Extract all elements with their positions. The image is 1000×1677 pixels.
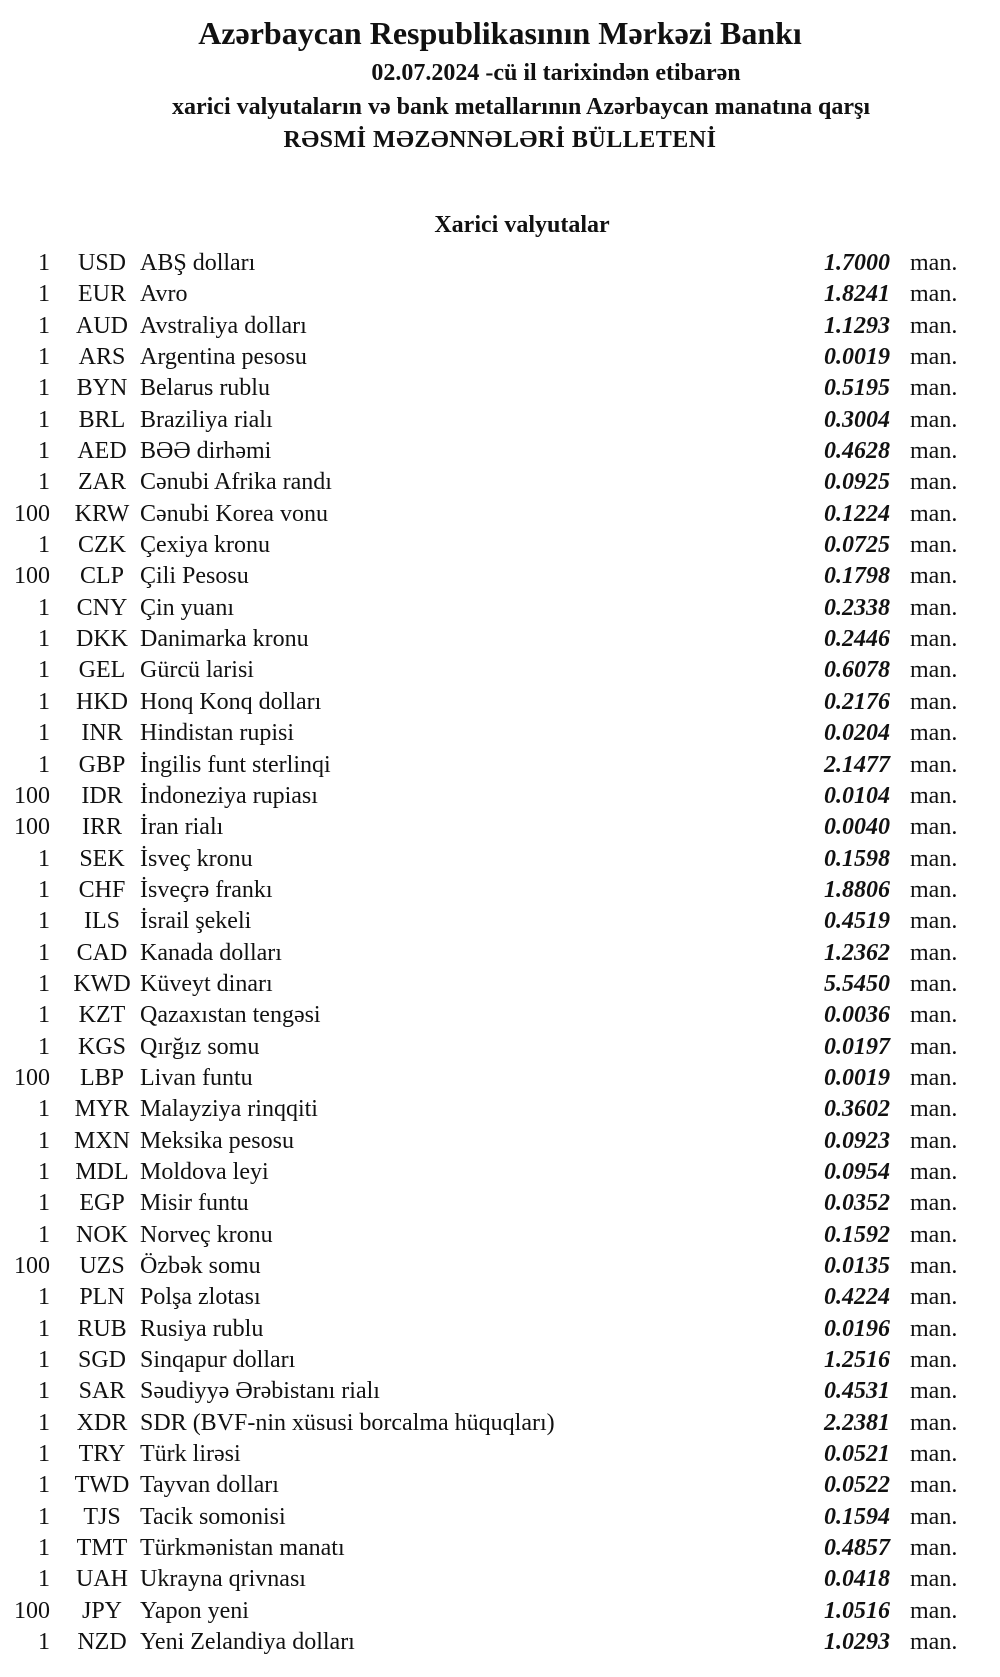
rate-value: 0.5195: [824, 375, 890, 402]
currency-name: Honq Konq dolları: [140, 688, 322, 715]
unit-label: man.: [910, 751, 958, 778]
rate-row: [0, 1502, 1000, 1533]
currency-code: UAH: [76, 1566, 128, 1593]
rate-row: [0, 1282, 1000, 1313]
currency-name: Gürcü larisi: [140, 657, 254, 684]
currency-name: SDR (BVF-nin xüsusi borcalma hüquqları): [140, 1409, 555, 1436]
currency-code: TRY: [78, 1441, 126, 1468]
rate-value: 0.0019: [824, 1064, 890, 1091]
rate-row: [0, 812, 1000, 843]
rate-quantity: 1: [38, 1566, 50, 1593]
unit-label: man.: [910, 1158, 958, 1185]
rate-value: 0.4531: [824, 1378, 890, 1405]
currency-code: GBP: [78, 751, 126, 778]
rate-value: 0.0135: [824, 1253, 890, 1279]
unit-label: man.: [910, 438, 958, 465]
currency-name: Yeni Zelandiya dolları: [140, 1629, 355, 1656]
rate-value: 0.6078: [824, 657, 890, 684]
rate-value: 0.2338: [824, 594, 890, 621]
unit-label: man.: [910, 845, 958, 872]
currency-code: PLN: [79, 1284, 125, 1311]
rate-row: [0, 1596, 1000, 1627]
currency-name: İsrail şekeli: [140, 908, 252, 935]
rate-value: 0.0923: [824, 1127, 890, 1154]
effective-date-line: 02.07.2024 -cü il tarixindən etibarən: [371, 60, 741, 86]
rate-row: [0, 561, 1000, 592]
rate-quantity: 1: [38, 1409, 50, 1436]
unit-label: man.: [910, 1253, 958, 1279]
rate-quantity: 1: [38, 1629, 50, 1656]
rate-row: [0, 875, 1000, 906]
rate-value: 2.2381: [824, 1409, 890, 1436]
rate-row: [0, 467, 1000, 498]
rate-quantity: 1: [38, 1441, 50, 1468]
rate-row: [0, 1000, 1000, 1031]
currency-name: Moldova leyi: [140, 1158, 269, 1185]
unit-label: man.: [910, 406, 958, 433]
rate-value: 0.0925: [824, 469, 890, 496]
rate-value: 0.0352: [824, 1190, 890, 1217]
currency-code: ARS: [78, 344, 126, 371]
bulletin-title: RƏSMİ MƏZƏNNƏLƏRİ BÜLLETENİ: [283, 127, 717, 153]
currency-name: İran rialı: [140, 814, 224, 841]
currency-code: KZT: [78, 1002, 126, 1029]
bank-title: Azərbaycan Respublikasının Mərkəzi Bankı: [198, 15, 802, 51]
rate-quantity: 1: [38, 876, 50, 903]
rate-quantity: 1: [38, 281, 50, 308]
currency-name: Səudiyyə Ərəbistanı rialı: [140, 1378, 380, 1405]
rate-row: [0, 436, 1000, 467]
unit-label: man.: [910, 312, 958, 339]
rate-quantity: 1: [38, 1378, 50, 1405]
rate-value: 1.7000: [824, 250, 890, 276]
unit-label: man.: [910, 1284, 958, 1311]
rate-value: 0.0019: [824, 344, 890, 371]
unit-label: man.: [910, 814, 958, 841]
currency-code: IDR: [81, 782, 123, 809]
rate-row: [0, 1126, 1000, 1157]
unit-label: man.: [910, 1096, 958, 1123]
currency-code: KWD: [73, 970, 131, 997]
rate-value: 0.2446: [824, 626, 890, 653]
rate-value: 0.0521: [824, 1441, 890, 1468]
currency-name: Çin yuanı: [140, 594, 234, 621]
rate-row: [0, 405, 1000, 436]
rates-table: [0, 248, 1000, 1658]
rate-quantity: 1: [38, 1221, 50, 1248]
currency-name: Tayvan dolları: [140, 1472, 279, 1499]
unit-label: man.: [910, 626, 958, 653]
currency-code: KGS: [77, 1033, 126, 1060]
rate-row: [0, 248, 1000, 279]
unit-label: man.: [910, 563, 958, 590]
rate-row: [0, 1376, 1000, 1407]
unit-label: man.: [910, 250, 958, 276]
rate-value: 1.2516: [824, 1347, 890, 1374]
rate-quantity: 1: [38, 908, 50, 935]
currency-code: MXN: [73, 1127, 130, 1154]
rate-row: [0, 718, 1000, 749]
unit-label: man.: [910, 1597, 958, 1624]
currency-code: XDR: [76, 1409, 128, 1436]
currency-name: Misir funtu: [140, 1190, 249, 1217]
rate-row: [0, 311, 1000, 342]
currency-name: Özbək somu: [140, 1253, 261, 1279]
currency-code: JPY: [81, 1597, 123, 1624]
rate-row: [0, 1032, 1000, 1063]
currency-code: AED: [77, 438, 127, 465]
rate-row: [0, 499, 1000, 530]
currency-name: Norveç kronu: [140, 1221, 273, 1248]
currency-name: Türkmənistan manatı: [140, 1535, 345, 1562]
currency-name: Polşa zlotası: [140, 1284, 261, 1311]
rate-quantity: 100: [14, 814, 50, 841]
currency-code: SAR: [78, 1378, 126, 1405]
unit-label: man.: [910, 532, 958, 559]
rate-value: 0.0204: [824, 720, 890, 747]
currency-code: MDL: [75, 1158, 129, 1185]
currency-code: CAD: [76, 939, 128, 966]
rate-row: [0, 530, 1000, 561]
rate-value: 1.2362: [824, 939, 890, 966]
rate-value: 0.0040: [824, 814, 890, 841]
rate-value: 0.3602: [824, 1096, 890, 1123]
unit-label: man.: [910, 1190, 958, 1217]
currency-name: Livan funtu: [140, 1064, 253, 1091]
rate-value: 5.5450: [824, 970, 890, 997]
rate-value: 0.4224: [824, 1284, 890, 1311]
rate-quantity: 1: [38, 1315, 50, 1342]
currency-name: Yapon yeni: [140, 1597, 249, 1624]
rate-quantity: 1: [38, 344, 50, 371]
rate-row: [0, 1439, 1000, 1470]
currency-name: Avstraliya dolları: [140, 312, 307, 339]
currency-code: NOK: [76, 1221, 128, 1248]
rate-value: 0.0196: [824, 1315, 890, 1342]
currency-code: CLP: [79, 563, 124, 590]
currency-name: Türk lirəsi: [140, 1441, 241, 1468]
rate-quantity: 1: [38, 939, 50, 966]
rate-quantity: 1: [38, 845, 50, 872]
section-title-foreign-currencies: Xarici valyutalar: [434, 212, 610, 238]
rate-quantity: 1: [38, 970, 50, 997]
unit-label: man.: [910, 1033, 958, 1060]
rate-value: 1.1293: [824, 312, 890, 339]
unit-label: man.: [910, 469, 958, 496]
rate-value: 1.0293: [824, 1629, 890, 1656]
rate-quantity: 1: [38, 1127, 50, 1154]
rate-value: 0.0036: [824, 1002, 890, 1029]
currency-name: Cənubi Korea vonu: [140, 500, 328, 527]
currency-code: BYN: [76, 375, 128, 402]
rate-quantity: 1: [38, 1002, 50, 1029]
currency-code: AUD: [76, 312, 128, 339]
currency-name: Hindistan rupisi: [140, 720, 294, 747]
currency-name: Argentina pesosu: [140, 344, 307, 371]
rate-quantity: 1: [38, 626, 50, 653]
rate-quantity: 1: [38, 312, 50, 339]
rate-value: 0.4519: [824, 908, 890, 935]
rate-quantity: 1: [38, 375, 50, 402]
currency-code: INR: [81, 720, 123, 747]
rate-quantity: 1: [38, 688, 50, 715]
rate-value: 0.0104: [824, 782, 890, 809]
currency-name: Danimarka kronu: [140, 626, 309, 653]
currency-code: RUB: [77, 1315, 127, 1342]
rate-row: [0, 373, 1000, 404]
rate-value: 1.8241: [824, 281, 890, 308]
unit-label: man.: [910, 782, 958, 809]
rate-row: [0, 655, 1000, 686]
rate-row: [0, 781, 1000, 812]
rate-row: [0, 1345, 1000, 1376]
currency-name: Malayziya rinqqiti: [140, 1096, 318, 1123]
unit-label: man.: [910, 720, 958, 747]
currency-name: İsveçrə frankı: [140, 876, 273, 903]
rate-quantity: 1: [38, 1503, 50, 1530]
rate-row: [0, 969, 1000, 1000]
rate-row: [0, 1157, 1000, 1188]
currency-code: IRR: [81, 814, 122, 841]
currency-code: TMT: [76, 1535, 128, 1562]
rate-quantity: 100: [14, 1253, 50, 1279]
rate-value: 0.4628: [824, 438, 890, 465]
currency-code: MYR: [74, 1096, 130, 1123]
currency-name: Meksika pesosu: [140, 1127, 294, 1154]
currency-name: Sinqapur dolları: [140, 1347, 296, 1374]
rate-quantity: 100: [14, 782, 50, 809]
rate-value: 0.3004: [824, 406, 890, 433]
rate-quantity: 1: [38, 1535, 50, 1562]
currency-name: Çexiya kronu: [140, 532, 270, 559]
unit-label: man.: [910, 970, 958, 997]
rate-value: 0.0522: [824, 1472, 890, 1499]
rate-row: [0, 624, 1000, 655]
rate-row: [0, 1188, 1000, 1219]
currency-name: Cənubi Afrika randı: [140, 469, 332, 496]
rate-quantity: 1: [38, 406, 50, 433]
unit-label: man.: [910, 1378, 958, 1405]
rate-quantity: 1: [38, 1096, 50, 1123]
rate-row: [0, 1251, 1000, 1282]
rate-row: [0, 1408, 1000, 1439]
currency-name: Ukrayna qrivnası: [140, 1566, 306, 1593]
rate-value: 0.1594: [824, 1503, 890, 1530]
unit-label: man.: [910, 688, 958, 715]
currency-code: SGD: [77, 1347, 126, 1374]
subject-line: xarici valyutaların və bank metallarının Azərbaycan manatına qarşı: [171, 94, 870, 120]
rate-row: [0, 750, 1000, 781]
rate-value: 0.4857: [824, 1535, 890, 1562]
rate-row: [0, 844, 1000, 875]
unit-label: man.: [910, 1441, 958, 1468]
rate-value: 1.0516: [824, 1597, 890, 1624]
rate-row: [0, 593, 1000, 624]
unit-label: man.: [910, 1566, 958, 1593]
currency-code: EUR: [78, 281, 126, 308]
currency-name: Tacik somonisi: [140, 1503, 286, 1530]
currency-name: Küveyt dinarı: [140, 970, 273, 997]
rate-value: 0.0725: [824, 532, 890, 559]
rate-quantity: 1: [38, 250, 50, 276]
currency-name: İndoneziya rupiası: [140, 782, 318, 809]
currency-code: GEL: [78, 657, 126, 684]
rate-quantity: 1: [38, 1190, 50, 1217]
rate-quantity: 1: [38, 532, 50, 559]
rate-quantity: 1: [38, 720, 50, 747]
rate-row: [0, 1564, 1000, 1595]
unit-label: man.: [910, 1503, 958, 1530]
unit-label: man.: [910, 908, 958, 935]
rate-value: 0.1224: [824, 500, 890, 527]
rate-row: [0, 1470, 1000, 1501]
rate-row: [0, 279, 1000, 310]
unit-label: man.: [910, 1409, 958, 1436]
rate-row: [0, 906, 1000, 937]
rate-quantity: 1: [38, 657, 50, 684]
rate-quantity: 1: [38, 594, 50, 621]
rate-row: [0, 938, 1000, 969]
rate-quantity: 1: [38, 1347, 50, 1374]
rate-value: 2.1477: [824, 751, 890, 778]
currency-code: CZK: [78, 532, 126, 559]
currency-name: Braziliya rialı: [140, 406, 273, 433]
unit-label: man.: [910, 1347, 958, 1374]
unit-label: man.: [910, 375, 958, 402]
rate-row: [0, 1314, 1000, 1345]
currency-name: Qazaxıstan tengəsi: [140, 1002, 321, 1029]
currency-name: Çili Pesosu: [140, 563, 249, 590]
rate-quantity: 1: [38, 1158, 50, 1185]
rate-quantity: 1: [38, 438, 50, 465]
rate-row: [0, 687, 1000, 718]
currency-name: Rusiya rublu: [140, 1315, 264, 1342]
unit-label: man.: [910, 500, 958, 527]
currency-code: ZAR: [78, 469, 126, 496]
currency-name: Belarus rublu: [140, 375, 270, 402]
currency-code: BRL: [78, 406, 126, 433]
rate-row: [0, 1220, 1000, 1251]
unit-label: man.: [910, 657, 958, 684]
currency-code: LBP: [79, 1064, 124, 1091]
rate-row: [0, 1063, 1000, 1094]
rate-quantity: 1: [38, 1284, 50, 1311]
rate-quantity: 1: [38, 1472, 50, 1499]
currency-code: HKD: [76, 688, 128, 715]
rate-quantity: 100: [14, 500, 50, 527]
bulletin-page: [0, 14, 1000, 1677]
rate-quantity: 1: [38, 1033, 50, 1060]
currency-name: Avro: [140, 281, 188, 308]
currency-code: CHF: [78, 876, 126, 903]
rate-value: 0.0418: [824, 1566, 890, 1593]
unit-label: man.: [910, 1127, 958, 1154]
rate-value: 0.0954: [824, 1158, 890, 1185]
unit-label: man.: [910, 939, 958, 966]
rate-value: 0.2176: [824, 688, 890, 715]
unit-label: man.: [910, 1315, 958, 1342]
rate-value: 0.0197: [824, 1033, 890, 1060]
unit-label: man.: [910, 1472, 958, 1499]
currency-code: EGP: [79, 1190, 125, 1217]
rate-value: 0.1598: [824, 845, 890, 872]
rate-quantity: 100: [14, 1597, 50, 1624]
unit-label: man.: [910, 594, 958, 621]
rate-row: [0, 1627, 1000, 1658]
currency-code: ILS: [84, 908, 120, 935]
currency-name: İsveç kronu: [140, 845, 253, 872]
rate-value: 0.1592: [824, 1221, 890, 1248]
unit-label: man.: [910, 876, 958, 903]
currency-name: ABŞ dolları: [140, 250, 256, 276]
currency-name: Qırğız somu: [140, 1033, 260, 1060]
currency-code: TJS: [83, 1503, 121, 1530]
rate-value: 1.8806: [824, 876, 890, 903]
currency-code: UZS: [79, 1253, 125, 1279]
rate-row: [0, 1094, 1000, 1125]
rate-row: [0, 342, 1000, 373]
currency-code: SEK: [79, 845, 125, 872]
currency-code: NZD: [77, 1629, 127, 1656]
unit-label: man.: [910, 1221, 958, 1248]
currency-code: KRW: [74, 500, 130, 527]
rate-quantity: 100: [14, 1064, 50, 1091]
currency-code: DKK: [76, 626, 128, 653]
rate-quantity: 1: [38, 751, 50, 778]
currency-name: BƏƏ dirhəmi: [140, 438, 272, 465]
unit-label: man.: [910, 1064, 958, 1091]
currency-name: İngilis funt sterlinqi: [140, 751, 331, 778]
currency-code: USD: [77, 250, 126, 276]
unit-label: man.: [910, 1002, 958, 1029]
rate-quantity: 1: [38, 469, 50, 496]
unit-label: man.: [910, 281, 958, 308]
rate-quantity: 100: [14, 563, 50, 590]
unit-label: man.: [910, 1535, 958, 1562]
currency-name: Kanada dolları: [140, 939, 282, 966]
currency-code: CNY: [76, 594, 128, 621]
rate-value: 0.1798: [824, 563, 890, 590]
unit-label: man.: [910, 344, 958, 371]
rate-row: [0, 1533, 1000, 1564]
currency-code: TWD: [74, 1472, 130, 1499]
unit-label: man.: [910, 1629, 958, 1656]
